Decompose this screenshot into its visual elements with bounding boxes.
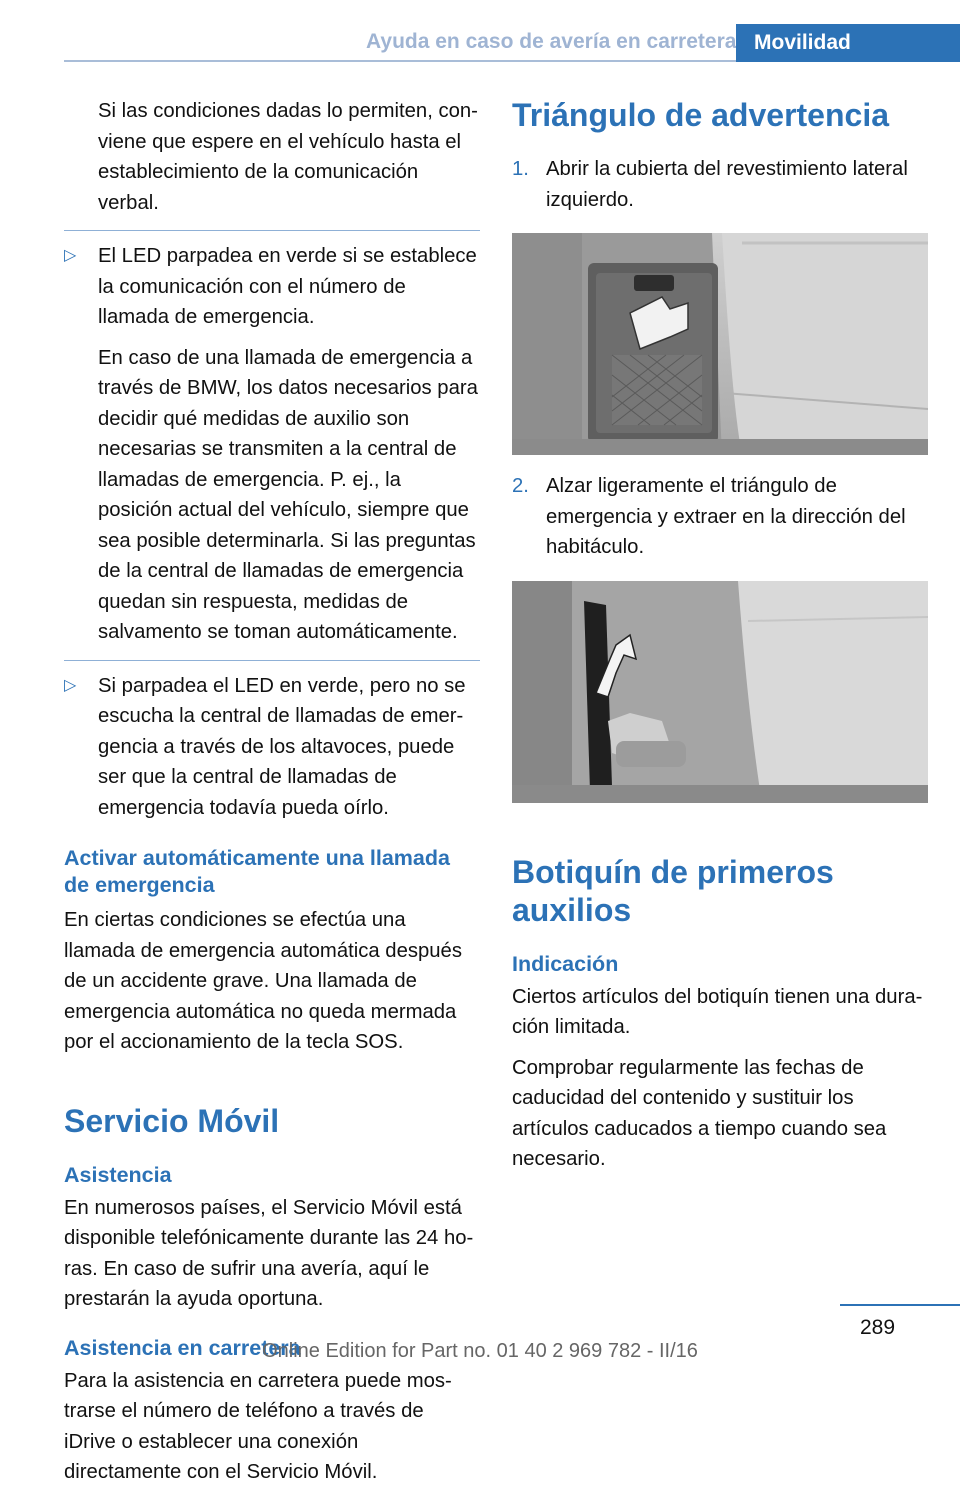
divider <box>64 230 480 231</box>
header-chapter-tab: Movilidad <box>736 24 960 62</box>
footer-rule <box>840 1304 960 1306</box>
bullet-triangle-icon: ▷ <box>64 676 77 694</box>
step-2 <box>512 471 928 563</box>
paragraph-asistencia-carretera: Para la asistencia en carretera puede mostrarse el número de teléfono a través de iDrive o establecer una conexión directamente con el Servicio Móvil. <box>64 1369 452 1483</box>
heading-botiquin: Botiquín de primeros auxilios <box>512 853 834 928</box>
paragraph-wait: Si las condiciones dadas lo permiten, conviene que espere en el vehículo hasta el establecimiento de la comunicación verbal. <box>98 100 478 214</box>
bullet-text: El LED parpadea en verde si se establece la comunicación con el número de llamada de emergencia. <box>98 245 477 328</box>
bullet-text: Si parpadea el LED en verde, pero no se escucha la central de llamadas de emergencia a través de los altavoces, puede ser que la central de llamadas de emergencia todavía pueda oírlo. <box>98 674 466 819</box>
paragraph-auto-emergency-call: En ciertas condiciones se efectúa una llamada de emergencia automática después de un accidente grave. Una llamada de emergencia automática no queda mermada por el accionamiento de la tecla SOS. <box>64 909 462 1053</box>
paragraph-asistencia: En numerosos países, el Servicio Móvil está disponible telefónicamente durante las 24 horas. En caso de sufrir una avería, aquí le prestarán la ayuda oportuna. <box>64 1196 474 1310</box>
right-column <box>512 96 928 1175</box>
bullet-item-led-green <box>64 241 480 648</box>
header-section-title: Ayuda en caso de avería en carretera <box>366 30 737 53</box>
heading-servicio-movil: Servicio Móvil <box>64 1102 280 1139</box>
bullet-item-led-blink <box>64 671 480 824</box>
heading-asistencia: Asistencia <box>64 1162 172 1187</box>
step-1 <box>512 154 928 215</box>
figure-warning-triangle-removal <box>512 581 928 803</box>
header-rule <box>64 60 736 62</box>
step-number: 2. <box>512 475 529 497</box>
bullet-text-detail: En caso de una llamada de emergencia a través de BMW, los datos necesarios para decidir qué medidas de auxilio son necesarias se transmiten a la central de llamadas de emergencia. P. ej., la posición actual del vehículo, siempre que sea posible determinarla. Si las preguntas de la central de llamadas de emergencia quedan sin respuesta, medidas de salvamento se toman automáticamente. <box>98 346 478 643</box>
heading-asistencia-carretera: Asistencia en carretera <box>64 1335 301 1360</box>
left-column <box>64 96 480 1488</box>
figure-trunk-side-cover <box>512 233 928 455</box>
step-number: 1. <box>512 158 529 180</box>
paragraph-indicacion-2: Comprobar regularmente las fechas de caducidad del contenido y sustituir los artículos caducados a tiempo cuando sea necesario. <box>512 1056 887 1170</box>
heading-triangulo: Triángulo de advertencia <box>512 97 889 133</box>
step-text: Alzar ligeramente el triángulo de emergencia y extraer en la dirección del habitáculo. <box>546 475 906 558</box>
page-number: 289 <box>860 1316 896 1339</box>
bullet-triangle-icon: ▷ <box>64 247 77 264</box>
heading-indicacion: Indicación <box>512 951 619 976</box>
paragraph-indicacion-1: Ciertos artículos del botiquín tienen una duración limitada. <box>512 985 923 1038</box>
heading-auto-emergency-call: Activar automáticamente una llamada de emergencia <box>64 846 450 897</box>
footer-edition: Online Edition for Part no. 01 40 2 969 782 - II/16 <box>262 1340 698 1362</box>
step-text: Abrir la cubierta del revestimiento lateral izquierdo. <box>546 158 908 211</box>
divider <box>64 660 480 661</box>
